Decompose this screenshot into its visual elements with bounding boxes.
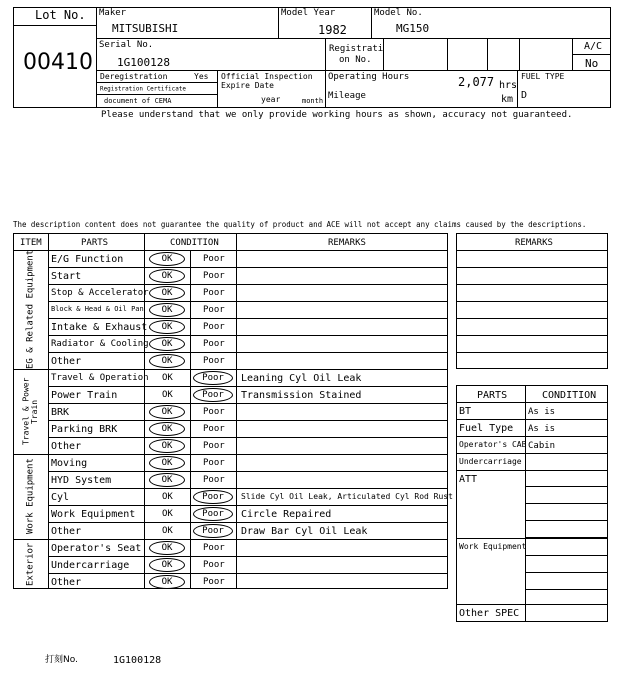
remarks-row-divider [457, 352, 607, 353]
column-divider [48, 234, 49, 588]
row-divider [48, 267, 447, 268]
ok-circled: OK [149, 252, 185, 266]
right-remarks-header: REMARKS [515, 238, 553, 248]
part-label: BRK [51, 407, 70, 418]
right-parts-header-divider [457, 402, 607, 403]
maker-value: MITSUBISHI [112, 22, 179, 35]
poor-option: Poor [203, 577, 225, 587]
row-divider [48, 573, 447, 574]
ok-circled: OK [149, 422, 185, 436]
right-part-label: BT [459, 406, 472, 417]
registration-label-2: on No. [339, 55, 372, 65]
column-divider [236, 234, 237, 588]
operating-hours-value: 2,077 [458, 75, 495, 89]
serial-no-label: Serial No. [99, 40, 154, 50]
work-equipment-divider [457, 538, 607, 539]
row-divider [48, 471, 447, 472]
row-divider [14, 369, 447, 370]
right-parts-header: PARTS [477, 390, 508, 401]
remark-text: Transmission Stained [241, 390, 362, 401]
part-label: Power Train [51, 390, 118, 401]
item-header: ITEM [20, 238, 42, 248]
row-divider [48, 318, 447, 319]
remarks-row-divider [457, 267, 607, 268]
ok-circled: OK [149, 405, 185, 419]
we-sub-divider [525, 572, 607, 573]
group-label: Travel & Power Train [21, 377, 39, 446]
poor-option: Poor [203, 441, 225, 451]
poor-option: Poor [203, 339, 225, 349]
document-of-cema: document of CEMA [104, 97, 172, 105]
right-parts-row-divider [457, 470, 607, 471]
right-part-label: Undercarriage [459, 457, 522, 466]
row-divider [48, 556, 447, 557]
part-label: Undercarriage [51, 560, 130, 571]
ok-option: OK [162, 373, 173, 383]
fuel-type-label: FUEL TYPE [521, 72, 565, 81]
row-divider [48, 352, 447, 353]
remark-text: Draw Bar Cyl Oil Leak [241, 526, 368, 537]
part-label: Travel & Operation [51, 373, 149, 383]
group-label: EG & Related Equipment [25, 249, 36, 370]
remark-text: Circle Repaired [241, 509, 332, 520]
poor-circled: Poor [193, 371, 233, 385]
poor-option: Poor [203, 543, 225, 553]
poor-option: Poor [203, 305, 225, 315]
remarks-row-divider [457, 335, 607, 336]
poor-circled: Poor [193, 524, 233, 538]
ok-option: OK [162, 390, 173, 400]
mileage-label: Mileage [328, 91, 366, 101]
ok-circled: OK [149, 269, 185, 283]
km-unit: km [501, 94, 514, 105]
parts-header: PARTS [81, 238, 109, 248]
remarks-row-divider [457, 284, 607, 285]
deregistration-label: Deregistration [100, 72, 168, 81]
att-sub-divider [525, 503, 607, 504]
right-remarks-table [456, 233, 608, 369]
poor-circled: Poor [193, 507, 233, 521]
ac-value: No [585, 57, 599, 70]
right-condition-header: CONDITION [542, 390, 597, 401]
part-label: Operator's Seat [51, 543, 142, 554]
footer-serial-label: 打刻No. [45, 655, 78, 665]
poor-option: Poor [203, 407, 225, 417]
row-divider [14, 539, 447, 540]
model-year-label: Model Year [281, 8, 336, 18]
lot-no-label: Lot No. [35, 8, 86, 22]
part-label: Block & Head & Oil Pan [51, 305, 144, 313]
part-label: Work Equipment [51, 509, 136, 520]
att-sub-divider [525, 486, 607, 487]
row-divider [48, 505, 447, 506]
poor-circled: Poor [193, 490, 233, 504]
lot-no-value: 00410 [23, 50, 93, 75]
ok-circled: OK [149, 439, 185, 453]
ok-circled: OK [149, 456, 185, 470]
part-label: Stop & Accelerator [51, 288, 149, 298]
row-divider [48, 488, 447, 489]
hours-notice: Please understand that we only provide working hours as shown, accuracy not guaranteed. [101, 110, 573, 120]
ok-option: OK [162, 526, 173, 536]
row-divider [48, 420, 447, 421]
right-condition-value: As is [528, 407, 556, 417]
poor-option: Poor [203, 560, 225, 570]
operating-hours-label: Operating Hours [328, 72, 410, 82]
ok-circled: OK [149, 337, 185, 351]
we-sub-divider [525, 589, 607, 590]
ok-option: OK [162, 509, 173, 519]
model-no-value: MG150 [396, 22, 430, 35]
model-year-value: 1982 [318, 23, 347, 37]
part-label: Radiator & Cooling [51, 339, 149, 349]
description-notice: The description content does not guarantee the quality of product and ACE will not accept any claims caused by the descriptions. [13, 220, 587, 229]
serial-no-value: 1G100128 [117, 56, 170, 69]
poor-option: Poor [203, 271, 225, 281]
remark-text: Slide Cyl Oil Leak, Articulated Cyl Rod Rust [241, 492, 453, 501]
year-label: year [261, 95, 281, 104]
part-label: HYD System [51, 475, 112, 486]
row-divider [48, 522, 447, 523]
remarks-row-divider [457, 318, 607, 319]
poor-option: Poor [203, 458, 225, 468]
row-divider [48, 403, 447, 404]
other-spec-divider [457, 604, 607, 605]
part-label: Other [51, 526, 82, 537]
right-part-label: ATT [459, 474, 478, 485]
model-no-label: Model No. [374, 8, 423, 18]
official-inspection-label-2: Expire Date [221, 81, 274, 90]
part-label: E/G Function [51, 254, 124, 265]
ok-circled: OK [149, 558, 185, 572]
group-label: Exterior [25, 542, 36, 587]
remarks-row-divider [457, 250, 607, 251]
poor-option: Poor [203, 288, 225, 298]
ok-option: OK [162, 492, 173, 502]
condition-header: CONDITION [170, 238, 219, 248]
row-divider [48, 284, 447, 285]
part-label: Other [51, 577, 82, 588]
ok-circled: OK [149, 541, 185, 555]
right-condition-value: Cabin [528, 441, 556, 451]
month-label: month [302, 97, 324, 105]
work-equipment-label: Work Equipment [459, 542, 527, 551]
ok-circled: OK [149, 354, 185, 368]
official-inspection-label-1: Official Inspection [221, 72, 313, 81]
part-label: Intake & Exhaust [51, 322, 148, 333]
right-parts-row-divider [457, 453, 607, 454]
right-parts-row-divider [457, 419, 607, 420]
deregistration-value: Yes [194, 72, 209, 81]
part-label: Cyl [51, 492, 70, 503]
header-divider [14, 250, 447, 251]
part-label: Other [51, 356, 82, 367]
other-spec-label: Other SPEC [459, 608, 520, 619]
ok-circled: OK [149, 286, 185, 300]
poor-option: Poor [203, 356, 225, 366]
poor-option: Poor [203, 475, 225, 485]
ok-circled: OK [149, 575, 185, 589]
remark-text: Leaning Cyl Oil Leak [241, 373, 362, 384]
remarks-header: REMARKS [328, 238, 366, 248]
poor-option: Poor [203, 254, 225, 264]
ok-circled: OK [149, 320, 185, 334]
part-label: Start [51, 271, 82, 282]
att-sub-divider [525, 520, 607, 521]
we-sub-divider [525, 555, 607, 556]
right-part-label: Operator's CAB [459, 440, 527, 449]
maker-label: Maker [99, 8, 127, 18]
poor-option: Poor [203, 322, 225, 332]
right-part-label: Fuel Type [459, 423, 514, 434]
ok-circled: OK [149, 303, 185, 317]
poor-circled: Poor [193, 388, 233, 402]
row-divider [48, 335, 447, 336]
ok-circled: OK [149, 473, 185, 487]
right-parts-table [456, 385, 608, 622]
right-parts-row-divider [457, 436, 607, 437]
registration-label-1: Registrati [329, 44, 384, 54]
row-divider [14, 454, 447, 455]
footer-serial-value: 1G100128 [113, 655, 162, 666]
part-label: Other [51, 441, 82, 452]
hrs-unit: hrs [499, 80, 518, 91]
part-label: Moving [51, 458, 88, 469]
row-divider [48, 437, 447, 438]
fuel-type-value: D [521, 90, 528, 101]
remarks-row-divider [457, 301, 607, 302]
part-label: Parking BRK [51, 424, 118, 435]
right-condition-value: As is [528, 424, 556, 434]
condition-table [13, 233, 453, 589]
poor-option: Poor [203, 424, 225, 434]
ac-label: A/C [584, 41, 603, 52]
row-divider [48, 301, 447, 302]
row-divider [48, 386, 447, 387]
group-label: Work Equipment [25, 458, 36, 535]
registration-certificate: Registration Certificate [100, 85, 186, 92]
